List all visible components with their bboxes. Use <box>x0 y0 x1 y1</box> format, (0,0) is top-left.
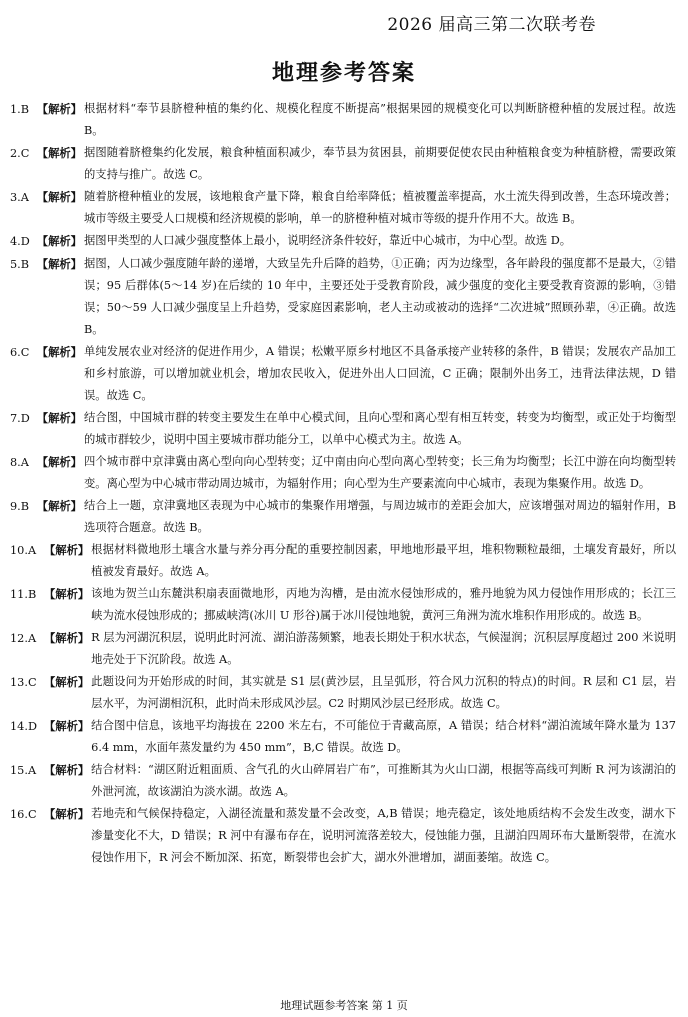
answer-letter: A <box>27 764 37 777</box>
analysis-tag: 【解析】 <box>36 499 82 513</box>
analysis-tag: 【解析】 <box>43 719 90 733</box>
question-number: 2. <box>10 147 21 160</box>
answer-letter: C <box>27 808 37 821</box>
question-number: 13. <box>10 676 28 689</box>
question-number: 3. <box>10 191 21 204</box>
analysis-text: 结合图，中国城市群的转变主要发生在单中心模式间，且向心型和离心型有相互转变，转变为均衡型，或正处于均衡型的城市群较少，说明中国主要城市群功能分工，以单中心模式为主。故选 A。 <box>83 411 676 446</box>
analysis-tag: 【解析】 <box>36 190 82 204</box>
question-number: 9. <box>10 500 21 513</box>
analysis-tag: 【解析】 <box>36 146 82 160</box>
answer-item <box>10 253 676 341</box>
question-number: 8. <box>10 456 21 469</box>
answer-letter: B <box>20 258 30 271</box>
answer-letter: B <box>20 500 30 513</box>
answer-item <box>10 142 676 186</box>
analysis-tag: 【解析】 <box>36 234 82 248</box>
analysis-text: 单纯发展农业对经济的促进作用少，A 错误；松嫩平原乡村地区不具备承接产业转移的条件，B 错误；发展农产品加工和乡村旅游，可以增加就业机会，增加农民收入，促进外出人口回流，C 正确；限制外出务工，违背法律法规，D 错误。故选 C。 <box>83 345 676 402</box>
analysis-text: 根据材料微地形土壤含水量与养分再分配的重要控制因素，甲地地形最平坦，堆积物颗粒最细，土壤发育最好，所以植被发育最好。故选 A。 <box>91 543 676 578</box>
answer-item <box>10 98 676 142</box>
answer-item <box>10 186 676 230</box>
answer-letter: A <box>20 456 29 469</box>
answer-letter: A <box>27 544 37 557</box>
question-number: 7. <box>10 412 21 425</box>
question-number: 16. <box>10 808 28 821</box>
question-number: 4. <box>10 235 21 248</box>
analysis-text: 随着脐橙种植业的发展，该地粮食产量下降，粮食自给率降低；植被覆盖率提高，水土流失得到改善，生态环境改善；城市等级主要受人口规模和经济规模的影响，单一的脐橙种植对城市等级的提升作用不大。故选 B。 <box>83 190 676 225</box>
answer-key <box>10 803 91 869</box>
page-footer: 地理试题参考答案 第 1 页 <box>280 999 408 1012</box>
question-number: 6. <box>10 346 21 359</box>
answer-key <box>10 230 84 253</box>
answer-letter: D <box>20 235 30 248</box>
answer-letter: C <box>20 147 30 160</box>
answer-key <box>10 759 91 803</box>
answer-key <box>10 627 91 671</box>
answer-item <box>10 715 676 759</box>
analysis-tag: 【解析】 <box>43 675 90 689</box>
answer-list <box>10 98 676 869</box>
answer-item <box>10 230 676 253</box>
answer-key <box>10 253 84 341</box>
analysis-tag: 【解析】 <box>36 455 82 469</box>
answer-item <box>10 803 676 869</box>
analysis-text: 据图甲类型的人口减少强度整体上最小，说明经济条件较好，靠近中心城市，为中心型。故选 D。 <box>83 234 572 247</box>
analysis-text: 结合上一题，京津冀地区表现为中心城市的集聚作用增强，与周边城市的差距会加大，应该增强对周边的辐射作用，B 选项符合题意。故选 B。 <box>83 499 676 534</box>
answer-letter: D <box>27 720 38 733</box>
analysis-tag: 【解析】 <box>36 102 82 116</box>
analysis-tag: 【解析】 <box>36 411 82 425</box>
analysis-tag: 【解析】 <box>43 763 90 777</box>
analysis-text: R 层为河湖沉积层，说明此时河流、湖泊游荡频繁，地表长期处于积水状态，气候湿润；沉积层厚度超过 200 米说明地壳处于下沉阶段。故选 A。 <box>91 631 676 666</box>
answer-item <box>10 671 676 715</box>
analysis-text: 据图，人口减少强度随年龄的递增，大致呈先升后降的趋势，①正确；丙为边缘型，各年龄段的强度都不是最大，②错误；95 后群体(5～14 岁)在后续的 10 年中，主要还处于受教育阶段，减少强度的变化主要受教育资源的影响，③错误；50～59 人口减少强度呈上升趋势，受家庭因素影响，老人主动或被动的选择“二次进城”照顾孙辈，④正确。故选 B。 <box>83 257 676 336</box>
answer-letter: C <box>27 676 37 689</box>
analysis-text: 若地壳和气候保持稳定，入湖径流量和蒸发量不会改变，A,B 错误；地壳稳定，该处地质结构不会发生改变，湖水下渗量变化不大，D 错误；R 河中有瀑布存在，说明河流落差较大，侵蚀能力强，且湖泊四周环布大量断裂带，在流水侵蚀作用下，R 河会不断加深、拓宽，断裂带也会扩大，湖水外泄增加，湖面萎缩。故选 C。 <box>91 807 676 864</box>
answer-key <box>10 495 84 539</box>
answer-item <box>10 341 676 407</box>
answer-key <box>10 407 84 451</box>
answer-item <box>10 539 676 583</box>
question-number: 11. <box>10 588 28 601</box>
analysis-tag: 【解析】 <box>43 543 90 557</box>
answer-key <box>10 142 84 186</box>
answer-item <box>10 627 676 671</box>
question-number: 14. <box>10 720 28 733</box>
answer-key <box>10 451 84 495</box>
answer-key <box>10 98 84 142</box>
answer-key <box>10 341 84 407</box>
analysis-text: 结合图中信息，该地平均海拔在 2200 米左右，不可能位于青藏高原，A 错误；结合材料“湖泊流域年降水量为 1376.4 mm，水面年蒸发量约为 450 mm”，B,C 错误。故选 D。 <box>91 719 676 754</box>
analysis-text: 该地为贺兰山东麓洪积扇表面微地形，丙地为沟槽，是由流水侵蚀形成的，雅丹地貌为风力侵蚀作用形成的；长江三峡为流水侵蚀形成的；挪威峡湾(冰川 U 形谷)属于冰川侵蚀地貌，黄河三角洲为流水堆积作用形成的。故选 B。 <box>91 587 676 622</box>
answer-letter: C <box>20 346 30 359</box>
analysis-tag: 【解析】 <box>43 631 90 645</box>
answer-item <box>10 583 676 627</box>
answer-letter: B <box>27 588 37 601</box>
answer-letter: B <box>20 103 30 116</box>
analysis-tag: 【解析】 <box>36 345 82 359</box>
question-number: 1. <box>10 103 21 116</box>
analysis-text: 四个城市群中京津冀由离心型向向心型转变；辽中南由向心型向离心型转变；长三角为均衡型；长江中游在向均衡型转变。离心型为中心城市带动周边城市，为辐射作用；向心型为生产要素流向中心城市，表现为集聚作用。故选 D。 <box>83 455 676 490</box>
question-number: 15. <box>10 764 28 777</box>
question-number: 10. <box>10 544 28 557</box>
question-number: 5. <box>10 258 21 271</box>
analysis-text: 结合材料：“湖区附近粗面质、含气孔的火山碎屑岩广布”，可推断其为火山口湖，根据等高线可判断 R 河为该湖泊的外泄河流，故该湖泊为淡水湖。故选 A。 <box>91 763 676 798</box>
answer-key <box>10 583 91 627</box>
answer-key <box>10 539 91 583</box>
question-number: 12. <box>10 632 28 645</box>
analysis-text: 根据材料“奉节县脐橙种植的集约化、规模化程度不断提高”根据果园的规模变化可以判断脐橙种植的发展过程。故选 B。 <box>83 102 676 137</box>
answer-key <box>10 715 91 759</box>
answer-letter: A <box>27 632 37 645</box>
answer-letter: A <box>20 191 29 204</box>
answer-item <box>10 495 676 539</box>
analysis-text: 此题设问为开始形成的时间，其实就是 S1 层(黄沙层，且呈弧形，符合风力沉积的特点)的时间。R 层和 C1 层，岩层水平，为河湖相沉积，此时尚未形成风沙层。C2 时期风沙层已经形成。故选 C。 <box>91 675 676 710</box>
answer-item <box>10 407 676 451</box>
page-title: 地理参考答案 <box>271 60 416 86</box>
analysis-tag: 【解析】 <box>43 587 90 601</box>
answer-item <box>10 451 676 495</box>
answer-key <box>10 186 84 230</box>
analysis-text: 据图随着脐橙集约化发展，粮食种植面积减少，奉节县为贫困县，前期要促使农民由种植粮食变为种植脐橙，需要政策的支持与推广。故选 C。 <box>83 146 676 181</box>
answer-letter: D <box>20 412 30 425</box>
answer-item <box>10 759 676 803</box>
analysis-tag: 【解析】 <box>36 257 82 271</box>
analysis-tag: 【解析】 <box>43 807 90 821</box>
exam-title: 2026 届高三第二次联考卷 <box>387 15 596 35</box>
answer-key <box>10 671 91 715</box>
